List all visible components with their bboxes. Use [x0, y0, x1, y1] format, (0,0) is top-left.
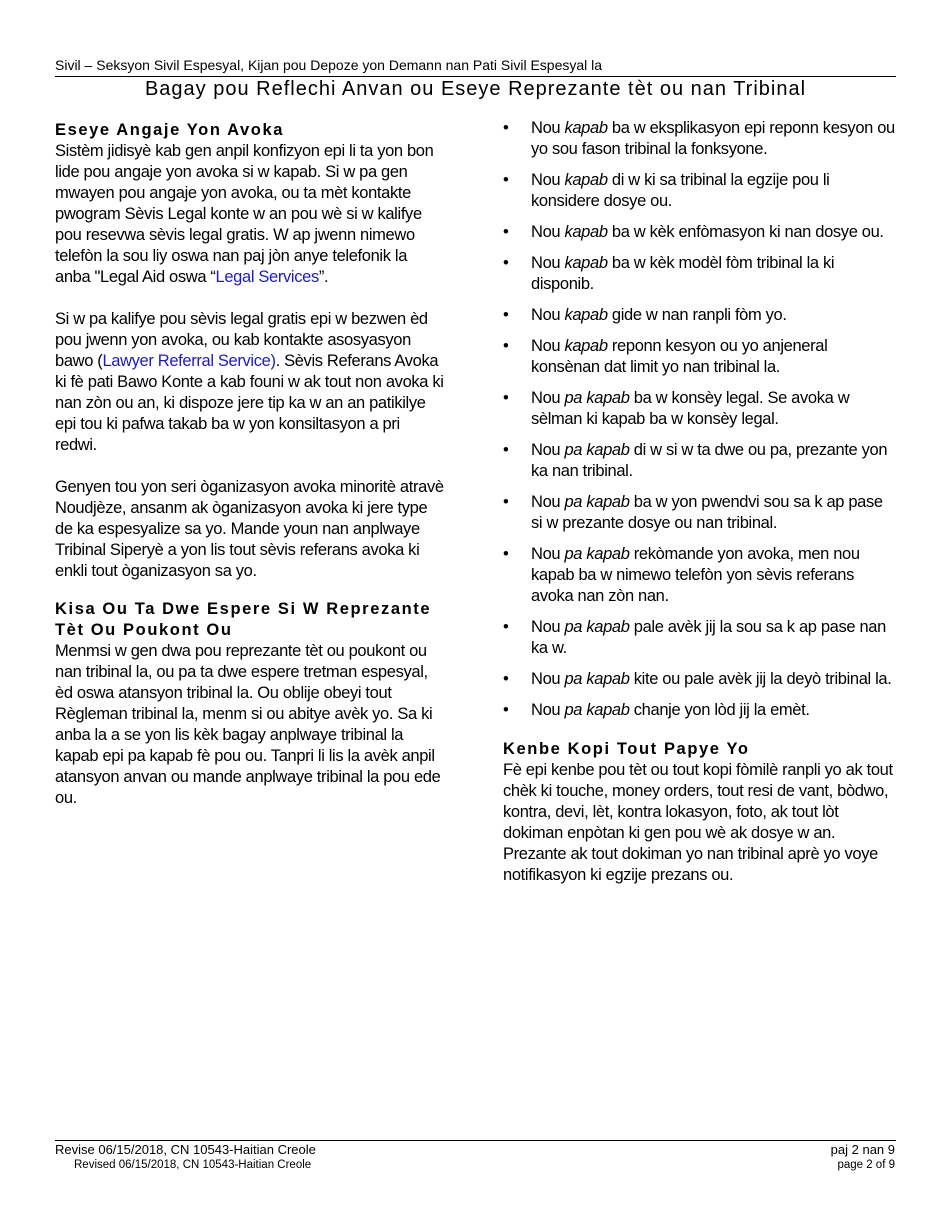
page-title: Bagay pou Reflechi Anvan ou Eseye Reprezante tèt ou nan Tribinal [144, 78, 807, 100]
list-item: • Nou pa kapab chanje yon lòd jij la emèt. [503, 701, 810, 719]
bullet-icon: • [503, 171, 509, 189]
list-item: • Nou pa kapab pale avèk jij la sou sa k ap pase nan ka w. [503, 618, 886, 657]
bullet-icon: • [503, 618, 509, 636]
list-item: • Nou pa kapab di w si w ta dwe ou pa, prezante yon ka nan tribinal. [503, 441, 888, 480]
list-item: • Nou kapab di w ki sa tribinal la egzije pou li konsidere dosye ou. [503, 171, 830, 210]
paragraph-keep-copies: Fè epi kenbe pou tèt ou tout kopi fòmilè ranpli yo ak tout chèk ki touche, money orders, tout resi de vant, bòdwo, kontra, devi, lèt, kontra lokasyon, foto, ak tout lòt dokiman enpòtan ki gen pou wè ak dosye w an. Prezante ak tout dokiman yo nan tribinal aprè yo voye notifikasyon ki egzije prezans ou. [503, 761, 893, 884]
list-item: • Nou pa kapab rekòmande yon avoka, men nou kapab ba w nimewo telefòn yon sèvis referans avoka nan zòn nan. [503, 545, 860, 605]
footer-divider [55, 1140, 896, 1141]
bullet-icon: • [503, 223, 509, 241]
paragraph-text-end: . Sèvis Referans Avoka ki fè pati Bawo Konte a kab founi w ak tout non avoka ki nan zòn ou an, ki dispoze jere tip ka w an an patikilye epi tou ki pafwa takab ba w yon konsiltasyon a pri redwi. [55, 352, 444, 454]
section-heading-hire-lawyer: Eseye Angaje Yon Avoka [55, 121, 285, 139]
list-item: • Nou kapab reponn kesyon ou yo anjeneral konsènan dat limit yo nan tribinal la. [503, 337, 828, 376]
bullet-icon: • [503, 306, 509, 324]
bullet-icon: • [503, 701, 509, 719]
paragraph-text: Sistèm jidisyè kab gen anpil konfizyon epi li ta yon bon lide pou angaje yon avoka si w kapab. Si w pa gen mwayen pou angaje yon avoka, ou ta mèt kontakte pwogram Sèvis Legal konte w an pou wè si w kalifye pou resevwa sèvis legal gratis. W ap jwenn nimewo telefòn la sou liy oswa nan paj jòn anye telefonik la anba "Legal Aid oswa “ [55, 142, 434, 286]
paragraph-legal-services [55, 141, 445, 288]
paragraph-self-representation: Menmsi w gen dwa pou reprezante tèt ou poukont ou nan tribinal la, ou pa ta dwe espere tretman espesyal, èd oswa atansyon tribinal la. Ou oblije obeyi tout Règleman tribinal la, menm si ou abitye avèk yo. Sa ki anba la a se yon lis kèk bagay anplwaye tribinal la kapab epi pa kapab fè pou ou. Tanpri li lis la avèk anpil atansyon anvan ou mande anplwaye tribinal la pou ede ou. [55, 642, 441, 807]
list-item: • Nou pa kapab ba w konsèy legal. Se avoka w sèlman ki kapab ba w konsèy legal. [503, 389, 850, 428]
list-item: • Nou kapab ba w eksplikasyon epi reponn kesyon ou yo sou fason tribinal la fonksyone. [503, 119, 895, 158]
list-item: • Nou kapab ba w kèk enfòmasyon ki nan dosye ou. [503, 223, 884, 241]
bullet-icon: • [503, 545, 509, 563]
bullet-icon: • [503, 670, 509, 688]
list-item: • Nou kapab ba w kèk modèl fòm tribinal la ki disponib. [503, 254, 835, 293]
paragraph-text-end: ”. [318, 268, 329, 286]
footer-revision-english: Revised 06/15/2018, CN 10543-Haitian Creole [74, 1159, 312, 1171]
bullet-icon: • [503, 337, 509, 355]
paragraph-text: Si w pa kalifye pou sèvis legal gratis epi w bezwen èd pou jwenn yon avoka, ou kab kontakte asosyasyon bawo ( [55, 310, 428, 370]
footer-page-number-creole: paj 2 nan 9 [830, 1142, 895, 1157]
bullet-icon: • [503, 493, 509, 511]
footer-revision-creole: Revise 06/15/2018, CN 10543-Haitian Creole [55, 1142, 316, 1157]
paragraph-lawyer-referral [55, 309, 445, 456]
bullet-icon: • [503, 119, 509, 137]
left-column [55, 120, 445, 809]
lawyer-referral-link[interactable]: Lawyer Referral Service) [102, 352, 276, 370]
court-staff-list [503, 118, 898, 721]
section-heading-keep-copies: Kenbe Kopi Tout Papye Yo [503, 740, 750, 758]
page-header-line: Sivil – Seksyon Sivil Espesyal, Kijan pou Depoze yon Demann nan Pati Sivil Espesyal la [55, 57, 603, 73]
legal-services-link[interactable]: Legal Services [215, 268, 319, 286]
section-heading-self-representation: Kisa Ou Ta Dwe Espere Si W Reprezante Tèt Ou Poukont Ou [55, 600, 432, 639]
paragraph-minority-organizations: Genyen tou yon seri òganizasyon avoka minoritè atravè Noudjèze, ansanm ak òganizasyon avoka ki jere type de ka espesyalize sa yo. Mande youn nan anplwaye Tribinal Siperyè a yon lis tout sèvis referans avoka ki enkli tout òganizasyon sa yo. [55, 478, 444, 580]
list-item: • Nou kapab gide w nan ranpli fòm yo. [503, 306, 787, 324]
bullet-icon: • [503, 441, 509, 459]
footer-page-number-english: page 2 of 9 [837, 1159, 895, 1171]
list-item: • Nou pa kapab ba w yon pwendvi sou sa k ap pase si w prezante dosye ou nan tribinal. [503, 493, 883, 532]
bullet-icon: • [503, 254, 509, 272]
list-item: • Nou pa kapab kite ou pale avèk jij la deyò tribinal la. [503, 670, 892, 688]
bullet-icon: • [503, 389, 509, 407]
right-column [503, 118, 898, 886]
